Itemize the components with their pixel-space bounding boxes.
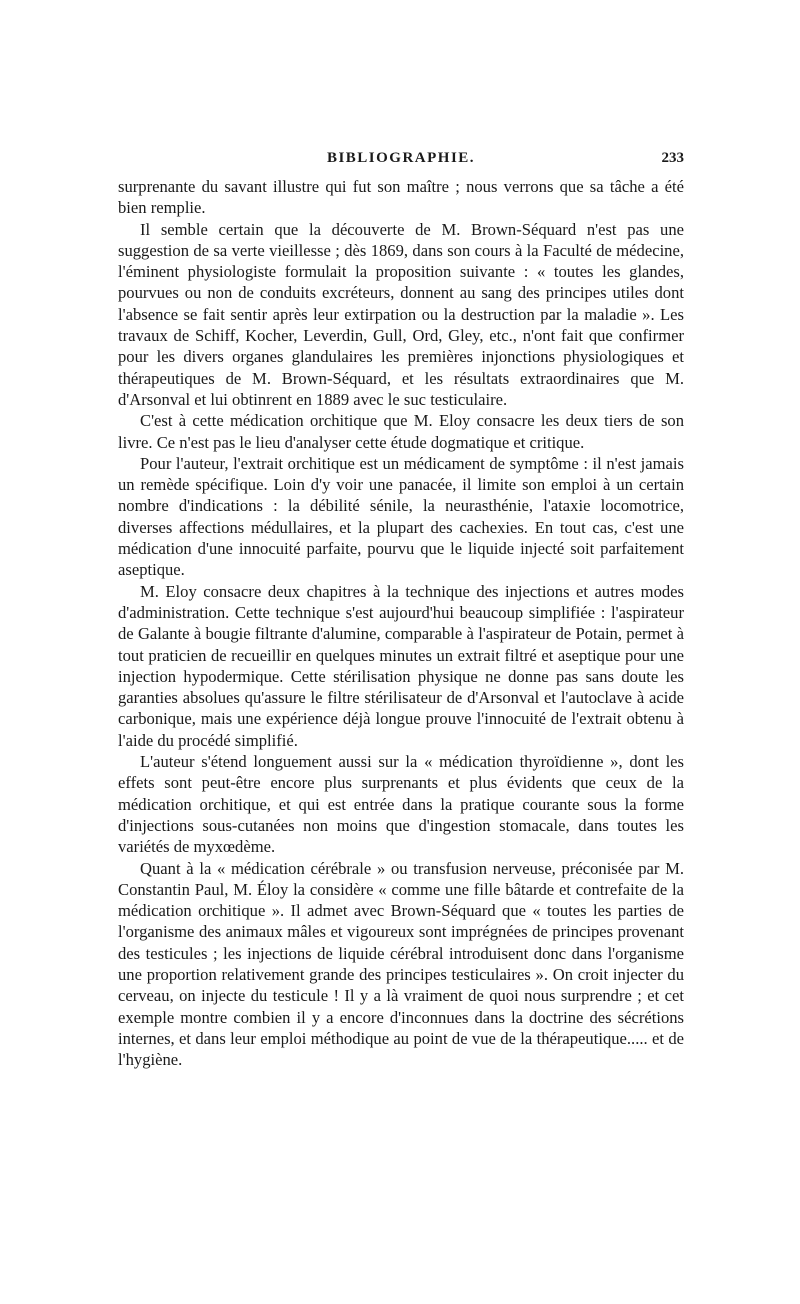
running-head [118,150,684,176]
running-title: BIBLIOGRAPHIE. [326,150,476,166]
paragraph-injection-technique: M. Eloy consacre deux chapitres à la technique des injections et autres modes d'administration. Cette technique s'est aujourd'hui beaucoup simplifiée : l'aspirateur de Galante à bougie filtrante d'alumine, comparable à l'aspirateur de Potain, permet à tout praticien de recueillir en quelques minutes un extrait filtré et aseptique pour une injection hypodermique. Cette stérilisation physique ne donne pas sans doute les garanties absolues qu'assure le filtre stérilisateur de d'Arsonval et l'autoclave à acide carbonique, mais une expérience déjà longue prouve l'innocuité de l'extrait obtenu à l'aide du procédé simplifié. [118,581,684,750]
paragraph-symptom-medicine: Pour l'auteur, l'extrait orchitique est un médicament de symptôme : il n'est jamais un remède spécifique. Loin d'y voir une panacée, il limite son emploi à un certain nombre d'indications : la débilité sénile, la neurasthénie, l'ataxie locomotrice, diverses affections médullaires, et la plupart des cachexies. En tout cas, c'est une médication d'une innocuité parfaite, pourvu que le liquide injecté soit parfaitement aseptique. [118,453,684,580]
body-text [118,176,684,1070]
page-number: 233 [661,150,684,166]
paragraph-thyroid-medication: L'auteur s'étend longuement aussi sur la « médication thyroïdienne », dont les effets sont peut-être encore plus surprenants et plus évidents que ceux de la médication orchitique, et qui est entrée dans la pratique courante sous la forme d'injections sous-cutanées non moins que d'ingestion stomacale, dans toutes les variétés de myxœdème. [118,752,684,857]
paragraph-orchitic-medication: C'est à cette médication orchitique que M. Eloy consacre les deux tiers de son livre. Ce n'est pas le lieu d'analyser cette étude dogmatique et critique. [118,411,684,452]
paragraph-brown-sequard: Il semble certain que la découverte de M. Brown-Séquard n'est pas une suggestion de sa verte vieillesse ; dès 1869, dans son cours à la Faculté de médecine, l'éminent physiologiste formulait la proposition suivante : « toutes les glandes, pourvues ou non de conduits excréteurs, donnent au sang des principes utiles dont l'absence se fait sentir après leur extirpation ou la destruction par la maladie ». Les travaux de Schiff, Kocher, Leverdin, Gull, Ord, Gley, etc., n'ont fait que confirmer pour les divers organes glandulaires les premières injonctions physiologiques et thérapeutiques de M. Brown-Séquard, et les résultats extraordinaires que M. d'Arsonval et lui obtinrent en 1889 avec le suc testiculaire. [118,219,684,409]
book-page [118,150,684,1070]
paragraph-continuation: surprenante du savant illustre qui fut son maître ; nous verrons que sa tâche a été bien remplie. [118,177,684,218]
paragraph-cerebral-medication: Quant à la « médication cérébrale » ou transfusion nerveuse, préconisée par M. Constantin Paul, M. Éloy la considère « comme une fille bâtarde et contrefaite de la médication orchitique ». Il admet avec Brown-Séquard que « toutes les parties de l'organisme des animaux mâles et vigoureux sont imprégnées de principes provenant des testicules ; les injections de liquide cérébral introduisent donc dans l'organisme une proportion relativement grande des principes testiculaires ». On croit injecter du cerveau, on injecte du testicule ! Il y a là vraiment de quoi nous surprendre ; et cet exemple montre combien il y a encore d'inconnues dans la doctrine des sécrétions internes, et dans leur emploi méthodique au point de vue de la thérapeutique..... et de l'hygiène. [118,858,684,1070]
